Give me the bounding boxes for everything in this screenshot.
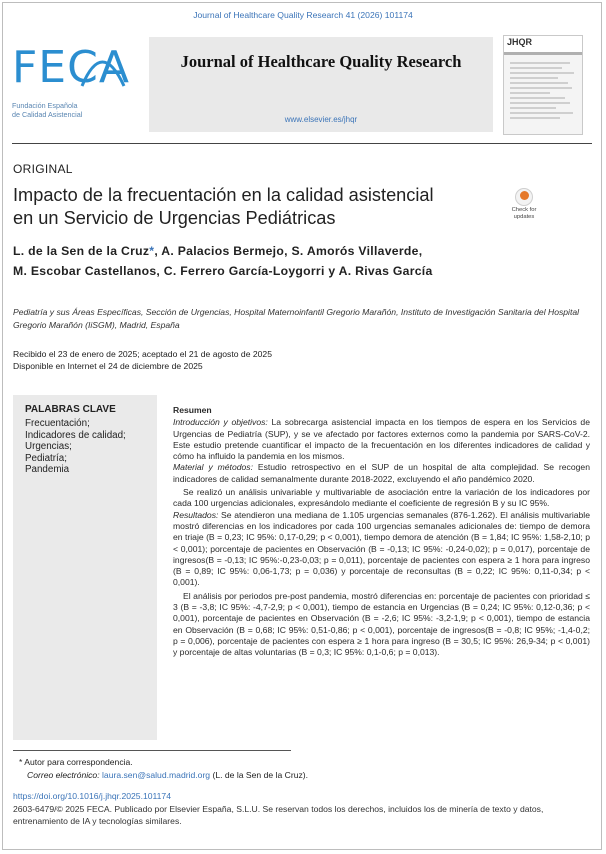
- journal-url-link[interactable]: www.elsevier.es/jhqr: [284, 115, 358, 124]
- section-label: ORIGINAL: [13, 162, 73, 176]
- article-title: Impacto de la frecuentación en la calidad asistencial en un Servicio de Urgencias Pediátricas: [13, 185, 434, 228]
- feca-logo: [12, 42, 140, 132]
- keywords-box: [13, 395, 157, 740]
- abstract-results-p2: El análisis por periodos pre-post pandemia, mostró diferencias en: porcentaje de pacientes con prioridad ≤ 3 (B = -3,8; IC 95%: -4,7-2,9; p < 0,001), tiempo de estancia en Urgencias (B = 0,24; IC 95%: 0,12-0,36; p < 0,001), porcentaje de pacientes en Observación (B = -2,6; IC 95%: -3,2-1,9; p < 0,001), tiempo de estancia en Observación (B = 0,68; IC 95%: 0,51-0,86; p < 0,001), porcentaje de ingresos(B = -0,8; IC 95%; -1,4-0,2; p = 0,006), porcentaje de pacientes con espera ≥ 1 hora para ingreso (B = 30,5; IC 95%: 26,9-34; p < 0,001) y porcentaje de altas voluntarias (B = 0,3; IC 95%: 0,1-0,6; p = 0,013).: [173, 590, 590, 658]
- doi-link[interactable]: https://doi.org/10.1016/j.jhqr.2025.101174: [13, 791, 171, 801]
- received-date: Recibido el 23 de enero de 2025; aceptado el 21 de agosto de 2025: [13, 349, 272, 359]
- corresponding-author: L. de la Sen de la Cruz: [13, 244, 150, 258]
- abstract: [173, 405, 590, 659]
- keyword: Pandemia: [25, 464, 70, 476]
- correspondence-note: * Autor para correspondencia.: [19, 757, 133, 767]
- footnote-divider: [13, 750, 291, 751]
- keyword: Pediatría;: [25, 452, 67, 464]
- check-updates-icon: [515, 188, 533, 206]
- keywords-title: PALABRAS CLAVE: [25, 404, 116, 415]
- journal-cover-thumbnail: [503, 35, 583, 135]
- corresponding-author-marker[interactable]: *: [149, 244, 155, 258]
- journal-citation-line[interactable]: Journal of Healthcare Quality Research 41 (2026) 101174: [193, 10, 413, 20]
- keywords-list: [25, 418, 150, 476]
- cover-text-lines: [510, 62, 576, 122]
- keyword: Indicadores de calidad;: [25, 429, 126, 441]
- cover-title: JHQR: [507, 37, 533, 47]
- journal-header-band: [149, 37, 493, 132]
- abstract-methods-p2: Se realizó un análisis univariable y multivariable de asociación entre la variación de los indicadores por cada 100 urgencias adicionales, expresándolo mediante el coeficiente de regresión B y su IC 95%.: [173, 487, 590, 509]
- keyword: Frecuentación;: [25, 418, 90, 429]
- keyword: Urgencias;: [25, 441, 72, 453]
- feca-wordmark: FECA: [12, 42, 130, 93]
- footnote: * Autor para correspondencia. Correo electrónico: laura.sen@salud.madrid.org (L. de la Sen de la Cruz).: [19, 756, 579, 782]
- abstract-methods: Material y métodos: Estudio retrospectivo en el SUP de un hospital de alta complejidad. Se recogen indicadores de calidad semanalmente durante 2018-2022, excluyendo el año pandémico 2020.: [173, 462, 590, 484]
- copyright-notice: 2603-6479/© 2025 FECA. Publicado por Elsevier España, S.L.U. Se reservan todos los derechos, incluidos los de minería de texto y datos, entrenamiento de IA y tecnologías similares.: [13, 804, 544, 826]
- header-divider: [12, 143, 592, 144]
- journal-title: Journal of Healthcare Quality Research: [180, 52, 462, 71]
- online-date: Disponible en Internet el 24 de diciembre de 2025: [13, 361, 203, 371]
- abstract-heading: Resumen: [173, 405, 212, 415]
- check-for-updates-button[interactable]: Check for updates: [507, 188, 541, 226]
- feca-subtitle: Fundación Española de Calidad Asistencial: [12, 101, 83, 119]
- abstract-results: Resultados: Se atendieron una mediana de 1.105 urgencias semanales (876-1.262). El análisis multivariable mostró diferencias en los indicadores por cada 100 urgencias semanales adicionales de: tiempo de demora en triaje (B = 0,23; IC 95%: 0,17-0,29; p < 0,001), tiempo demora de atención (B = 1,84; IC 95%: 1,58-2,10; p < 0,001); porcentaje de pacientes en Observación (B = -0,13; IC 95%: -0,24-0,02); p = 0,017), porcentaje de ingresos(B = -0,13; IC 95%:-0,23-0,03; p = 0,011), porcentaje de pacientes con espera ≥ 1 hora para ingreso (B = 0,89; IC 95%: 0,06-1,73; p = 0,036) y porcentaje de reconsultas (B = 0,22; IC 95%: 0,11-0,34; p < 0,001).: [173, 509, 590, 588]
- feca-swoosh-icon: [12, 42, 140, 102]
- affiliation: Pediatría y sus Áreas Específicas, Sección de Urgencias, Hospital Maternoinfantil Gregorio Marañón, Instituto de Investigación Sanitaria del Hospital Gregorio Marañón (IiSGM), Madrid, España: [13, 307, 580, 330]
- abstract-intro: Introducción y objetivos: La sobrecarga asistencial impacta en los tiempos de espera en los Servicios de Urgencias de Pediatría (SUP), y se ve afectado por factores externos como la pandemia por SARS-CoV-2. Este estudio pretende cuantificar el impacto de la frecuentación en los diferentes indicadores de calidad y cómo ha influido la pandemia en los mismos.: [173, 417, 590, 462]
- author-list: L. de la Sen de la Cruz*, A. Palacios Bermejo, S. Amorós Villaverde, M. Escobar Castellanos, C. Ferrero García-Loygorri y A. Rivas García: [13, 244, 433, 278]
- author-email-link[interactable]: laura.sen@salud.madrid.org: [102, 770, 211, 780]
- article-dates: [13, 348, 583, 372]
